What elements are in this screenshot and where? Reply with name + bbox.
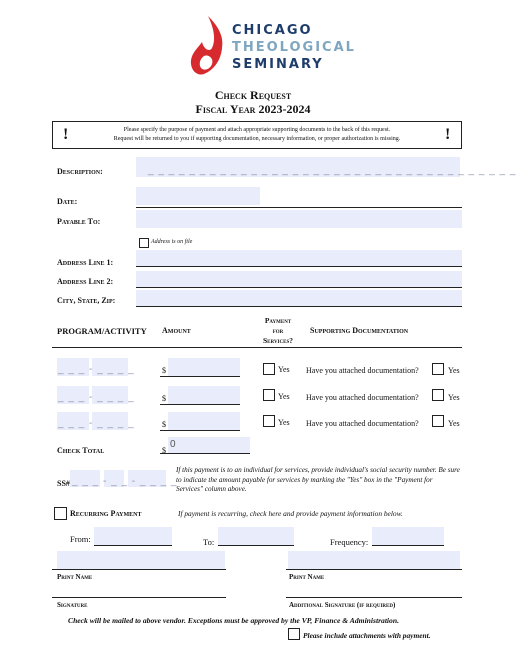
warning-icon-right: !	[445, 126, 451, 143]
print-name-2-label: Print Name	[289, 573, 325, 581]
ssn-dashes: _ _ _ - _ _ - _ _ _ _	[72, 476, 178, 487]
recurring-note: If payment is recurring, check here and provide payment information below.	[178, 509, 403, 518]
print-name-2-input[interactable]	[288, 551, 460, 569]
city-state-zip-label: City, State, Zip:	[57, 296, 116, 305]
dollar-2: $	[162, 394, 166, 403]
payment-yes-label-2: Yes	[278, 392, 290, 401]
ssn-note: If this payment is to an individual for services, provide individual's social security number. Be sure to indicate the amount payable for services by marking the "Yes" box in the "Payment for Services" column above.	[176, 466, 460, 493]
city-state-zip-input[interactable]	[136, 290, 462, 306]
amount-input-3[interactable]	[168, 412, 240, 430]
col-payment-l3: Services?	[263, 336, 293, 345]
amount-rule-2	[160, 404, 240, 405]
payable-to-label: Payable To:	[57, 217, 101, 226]
attachments-note: Please include attachments with payment.	[303, 631, 431, 640]
warning-icon-left: !	[63, 126, 69, 143]
recurring-label: Recurring Payment	[70, 509, 142, 518]
flame-icon	[188, 14, 228, 78]
address-line-2-rule	[136, 287, 462, 288]
col-payment-header	[254, 316, 302, 346]
attached-yes-label-2: Yes	[448, 393, 460, 402]
frequency-input[interactable]	[372, 527, 444, 545]
additional-signature-label: Additional Signature (if required)	[289, 601, 396, 609]
notice-line-2: Request will be returned to you if supporting documentation, necessary information, or proper authorization is missing.	[113, 136, 401, 142]
payable-to-line	[136, 207, 462, 208]
print-name-2-rule	[286, 569, 462, 570]
print-name-label: Print Name	[57, 573, 93, 581]
attachments-checkbox[interactable]	[288, 628, 300, 640]
logo	[188, 14, 356, 80]
amount-input-2[interactable]	[168, 386, 240, 404]
attached-yes-checkbox-2[interactable]	[432, 389, 444, 401]
logo-line-1: CHICAGO	[232, 23, 313, 38]
from-label: From:	[70, 534, 91, 544]
program-dashes-1: _ _ _ - _ _ _ _	[58, 364, 135, 375]
city-state-zip-rule	[136, 306, 462, 307]
col-program-header: PROGRAM/ACTIVITY	[57, 326, 147, 336]
amount-rule-3	[160, 430, 240, 431]
ssn-label: SS#	[57, 479, 70, 488]
attached-q-2: Have you attached documentation?	[306, 393, 419, 402]
check-total-rule	[160, 453, 250, 454]
check-total-input[interactable]	[168, 437, 250, 453]
signature-label: Signature	[57, 601, 88, 609]
print-name-rule	[52, 569, 226, 570]
attached-yes-checkbox-3[interactable]	[432, 415, 444, 427]
address-on-file-checkbox[interactable]	[139, 238, 149, 248]
attached-q-1: Have you attached documentation?	[306, 366, 419, 375]
payment-yes-label-3: Yes	[278, 418, 290, 427]
payable-to-input[interactable]	[136, 210, 462, 228]
print-name-input[interactable]	[57, 551, 225, 569]
fiscal-year: Fiscal Year 2023-2024	[195, 102, 311, 116]
amount-input-1[interactable]	[168, 358, 240, 376]
address-line-2-input[interactable]	[136, 271, 462, 287]
date-label: Date:	[57, 197, 78, 206]
address-line-1-input[interactable]	[136, 250, 462, 266]
address-on-file-label: Address is on file	[151, 239, 193, 245]
col-payment-l1: Payment	[264, 316, 292, 325]
recurring-checkbox[interactable]	[54, 507, 67, 520]
attached-q-3: Have you attached documentation?	[306, 419, 419, 428]
address-line-1-rule	[136, 266, 462, 267]
description-dashes: _ _ _ _ _ _ _ _ _ _ _ _ _ _ _ _ _ _ _ _ _ _ _ _ _ _ _ _ _ _ _ _ _ _ _ _	[148, 165, 516, 176]
to-rule	[218, 545, 294, 546]
attached-yes-label-3: Yes	[448, 419, 460, 428]
additional-signature-rule	[286, 597, 462, 598]
check-total-value: 0	[170, 439, 176, 450]
to-input[interactable]	[218, 527, 294, 545]
frequency-label: Frequency:	[330, 537, 369, 547]
address-line-1-label: Address Line 1:	[57, 258, 114, 267]
payment-yes-checkbox-1[interactable]	[263, 363, 275, 375]
check-total-dollar: $	[162, 446, 166, 455]
from-rule	[94, 545, 172, 546]
col-amount-header: Amount	[162, 326, 191, 335]
signature-rule	[52, 597, 226, 598]
payment-yes-label-1: Yes	[278, 365, 290, 374]
logo-line-3: SEMINARY	[232, 57, 324, 72]
dollar-1: $	[162, 366, 166, 375]
notice-line-1: Please specify the purpose of payment and attach appropriate supporting documents to the back of this request.	[123, 127, 391, 133]
frequency-rule	[372, 545, 444, 546]
notice-box	[52, 121, 462, 149]
mail-note: Check will be mailed to above vendor. Exceptions must be approved by the VP, Finance & Administration.	[68, 616, 399, 625]
amount-rule-1	[160, 376, 240, 377]
payment-yes-checkbox-2[interactable]	[263, 389, 275, 401]
description-label: Description:	[57, 167, 103, 176]
logo-line-2: THEOLOGICAL	[232, 40, 356, 55]
program-dashes-3: _ _ _ - _ _ _ _	[58, 418, 135, 429]
attached-yes-label-1: Yes	[448, 366, 460, 375]
address-line-2-label: Address Line 2:	[57, 277, 114, 286]
dollar-3: $	[162, 420, 166, 429]
col-supporting-header: Supporting Documentation	[310, 326, 409, 335]
payment-yes-checkbox-3[interactable]	[263, 415, 275, 427]
to-label: To:	[203, 537, 215, 547]
program-dashes-2: _ _ _ - _ _ _ _	[58, 392, 135, 403]
check-total-label: Check Total	[57, 446, 105, 455]
date-input[interactable]	[136, 187, 260, 205]
form-title: Check Request	[214, 88, 292, 102]
attached-yes-checkbox-1[interactable]	[432, 363, 444, 375]
table-header-rule	[52, 347, 462, 348]
from-input[interactable]	[94, 527, 172, 545]
col-payment-l2: for	[272, 326, 284, 335]
